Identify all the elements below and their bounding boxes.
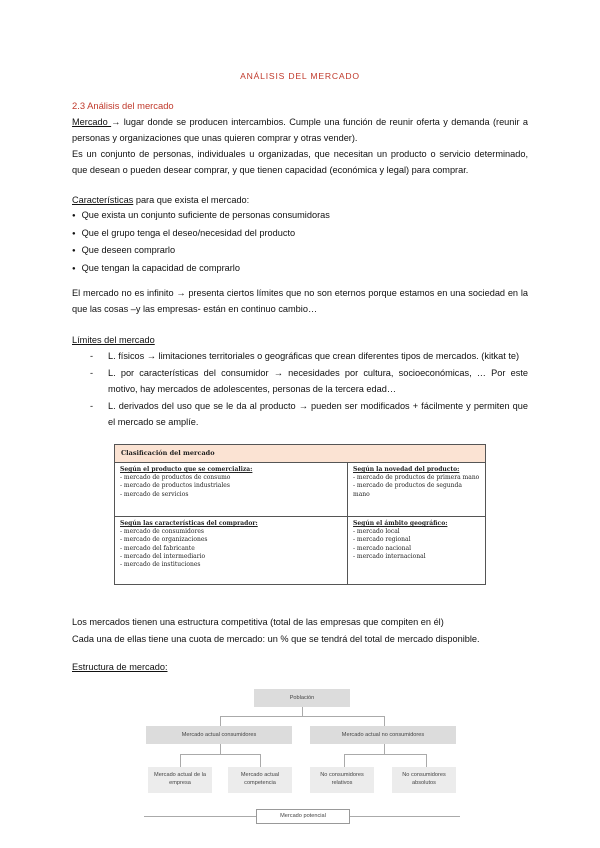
- node-mercado-no-consumidores: Mercado actual no consumidores: [310, 726, 456, 744]
- mercado-term: Mercado: [72, 117, 112, 127]
- node-no-consumidores-absolutos: No consumidores absolutos: [392, 767, 456, 793]
- list-item: ● Que tengan la capacidad de comprarlo: [72, 261, 330, 279]
- table-cell: [115, 517, 347, 572]
- cell-item: - mercado de productos de primera mano: [353, 474, 480, 482]
- estructura-heading: Estructura de mercado:: [72, 662, 168, 672]
- limites-heading: Límites del mercado: [72, 335, 155, 345]
- cell-item: - mercado de productos de segunda mano: [353, 482, 462, 498]
- cell-item: - mercado de organizaciones: [120, 536, 208, 544]
- connector: [426, 754, 427, 767]
- limites-heading-row: [72, 332, 528, 348]
- connector: [344, 754, 426, 755]
- classification-table: [114, 444, 486, 585]
- node-poblacion: Población: [254, 689, 350, 707]
- limites-list: [90, 348, 528, 431]
- connector: [180, 754, 260, 755]
- caracteristicas-list: [72, 208, 330, 278]
- connector: [144, 816, 256, 817]
- table-cell: [348, 463, 485, 502]
- node-mercado-consumidores: Mercado actual consumidores: [146, 726, 292, 744]
- list-item: ● Que el grupo tenga el deseo/necesidad del producto: [72, 226, 330, 244]
- cell-item: - mercado del intermediario: [120, 552, 206, 560]
- list-item: - L. por características del consumidor → necesidades por cultura, socioeconómicas, … Por este motivo, hay mercados de adolescentes, personas de la tercera edad…: [90, 365, 528, 397]
- document-title: ANÁLISIS DEL MERCADO: [240, 71, 360, 81]
- connector: [384, 744, 385, 754]
- connector: [220, 716, 384, 717]
- connector: [220, 744, 221, 754]
- cell-item: - mercado internacional: [353, 552, 426, 560]
- estructura-paragraph: [72, 614, 480, 647]
- table-cell: [115, 463, 347, 502]
- cell-item: - mercado de productos de consumo: [120, 474, 231, 482]
- cell-item: - mercado local: [353, 528, 400, 536]
- node-mercado-competencia: Mercado actual competencia: [228, 767, 292, 793]
- connector: [220, 716, 221, 726]
- node-mercado-potencial: Mercado potencial: [256, 809, 350, 824]
- connector: [180, 754, 181, 767]
- cell-heading: Según la novedad del producto:: [353, 466, 460, 473]
- cell-heading: Según las características del comprador:: [120, 520, 258, 527]
- list-item: ● Que exista un conjunto suficiente de personas consumidoras: [72, 208, 330, 226]
- cell-item: - mercado de instituciones: [120, 561, 201, 569]
- cell-item: - mercado del fabricante: [120, 544, 195, 552]
- connector: [302, 707, 303, 716]
- list-item: - L. físicos → limitaciones territoriales o geográficas que crean diferentes tipos de mercados. (kitkat te): [90, 348, 528, 364]
- section-heading: 2.3 Análisis del mercado: [72, 100, 174, 111]
- node-mercado-empresa: Mercado actual de la empresa: [148, 767, 212, 793]
- connector: [344, 754, 345, 767]
- table-cell: [348, 517, 485, 564]
- caracteristicas-term: Características: [72, 195, 134, 205]
- node-no-consumidores-relativos: No consumidores relativos: [310, 767, 374, 793]
- estructura-line-1: Los mercados tienen una estructura competitiva (total de las empresas que compiten en él): [72, 617, 444, 627]
- list-item: ● Que deseen comprarlo: [72, 243, 330, 261]
- cell-item: - mercado nacional: [353, 544, 412, 552]
- estructura-line-2: Cada una de ellas tiene una cuota de mercado: un % que se tendrá del total de mercado disponible.: [72, 633, 480, 644]
- infinito-paragraph: El mercado no es infinito → presenta ciertos límites que no son eternos porque estamos en una sociedad en la que las cosas –y las empresas- están en continuo cambio…: [72, 288, 528, 314]
- cell-item: - mercado de servicios: [120, 490, 189, 498]
- cell-item: - mercado de productos industriales: [120, 482, 230, 490]
- mercado-def-1: → lugar donde se producen intercambios. Cumple una función de reunir oferta y demanda (reunir a personas y organizaciones que unas quieren comprar y otras vender).: [72, 117, 528, 143]
- mercado-definition: [72, 114, 528, 178]
- cell-heading: Según el producto que se comercializa:: [120, 466, 253, 473]
- connector: [350, 816, 460, 817]
- connector: [384, 716, 385, 726]
- connector: [260, 754, 261, 767]
- caracteristicas-rest: para que exista el mercado:: [133, 195, 250, 205]
- table-title: Clasificación del mercado: [115, 445, 485, 463]
- list-item: - L. derivados del uso que se le da al producto → pueden ser modificados + fácilmente y permiten que el mercado se amplíe.: [90, 398, 528, 430]
- cell-heading: Según el ámbito geográfico:: [353, 520, 448, 527]
- mercado-def-2: Es un conjunto de personas, individuales u organizadas, que necesitan un producto o servicio determinado, que desean o pueden desear comprar, y que tienen capacidad (económica y legal) para comprar.: [72, 149, 528, 175]
- caracteristicas-intro: [72, 192, 528, 208]
- cell-item: - mercado regional: [353, 536, 411, 544]
- cell-item: - mercado de consumidores: [120, 528, 204, 536]
- market-structure-diagram: [144, 684, 460, 824]
